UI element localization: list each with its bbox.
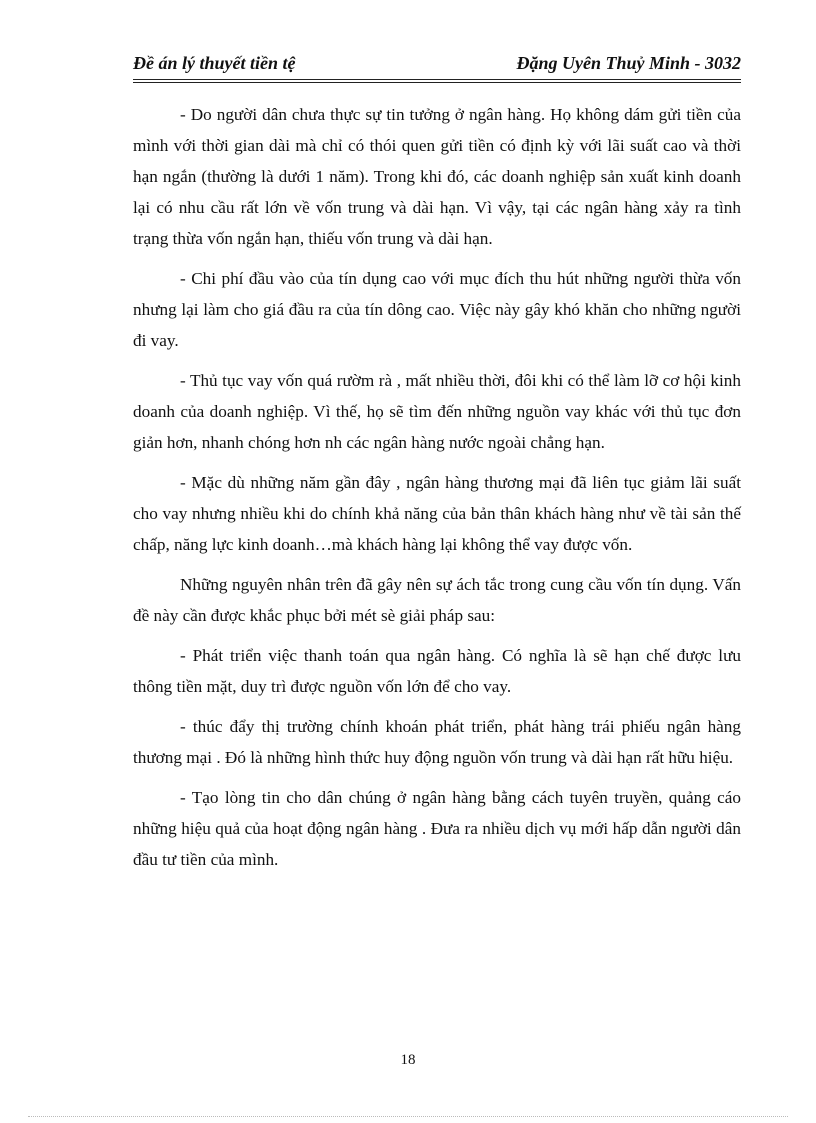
paragraph: Những nguyên nhân trên đã gây nên sự ách tắc trong cung cầu vốn tín dụng. Vấn đề này cần được khắc phục bởi mét sè giải pháp sau: xyxy=(133,575,741,625)
header-author: Đặng Uyên Thuỷ Minh - 3032 xyxy=(516,52,741,73)
paragraph: - Thủ tục vay vốn quá rườm rà , mất nhiều thời, đôi khi có thể làm lỡ cơ hội kinh doanh của doanh nghiệp. Vì thế, họ sẽ tìm đến những nguồn vay khác với thủ tục đơn giản hơn, nhanh chóng hơn nh các ngân hàng nước ngoài chẳng hạn. xyxy=(133,371,741,452)
page-number: 18 xyxy=(400,1052,416,1068)
paragraph: - Phát triển việc thanh toán qua ngân hàng. Có nghĩa là sẽ hạn chế được lưu thông tiền mặt, duy trì được nguồn vốn lớn để cho vay. xyxy=(133,646,741,696)
paragraph: - Tạo lòng tin cho dân chúng ở ngân hàng bằng cách tuyên truyền, quảng cáo những hiệu quả của hoạt động ngân hàng . Đưa ra nhiều dịch vụ mới hấp dẫn người dân đầu tư tiền của mình. xyxy=(133,788,741,869)
header-document-title: Đề án lý thuyết tiền tệ xyxy=(133,52,296,73)
paragraph: - Do người dân chưa thực sự tin tưởng ở ngân hàng. Họ không dám gửi tiền của mình với thời gian dài mà chỉ có thói quen gửi tiền có định kỳ với lãi suất cao và thời hạn ngắn (thường là dưới 1 năm). Trong khi đó, các doanh nghiệp sản xuất kinh doanh lại có nhu cầu rất lớn về vốn trung và dài hạn. Vì vậy, tại các ngân hàng xảy ra tình trạng thừa vốn ngắn hạn, thiếu vốn trung và dài hạn. xyxy=(133,105,741,248)
page-bottom-edge xyxy=(28,1116,788,1117)
paragraph: - Chi phí đầu vào của tín dụng cao với mục đích thu hút những người thừa vốn nhưng lại làm cho giá đầu ra của tín dông cao. Việc này gây khó khăn cho những người đi vay. xyxy=(133,269,741,350)
paragraph: - thúc đẩy thị trường chính khoán phát triển, phát hàng trái phiếu ngân hàng thương mại . Đó là những hình thức huy động nguồn vốn trung và dài hạn rất hữu hiệu. xyxy=(133,717,741,767)
body-text xyxy=(133,99,741,884)
page-header xyxy=(133,50,741,76)
header-rule xyxy=(133,79,741,83)
paragraph: - Mặc dù những năm gần đây , ngân hàng thương mại đã liên tục giảm lãi suất cho vay nhưng nhiều khi do chính khả năng của bản thân khách hàng như về tài sản thế chấp, năng lực kinh doanh…mà khách hàng lại không thể vay được vốn. xyxy=(133,473,741,554)
